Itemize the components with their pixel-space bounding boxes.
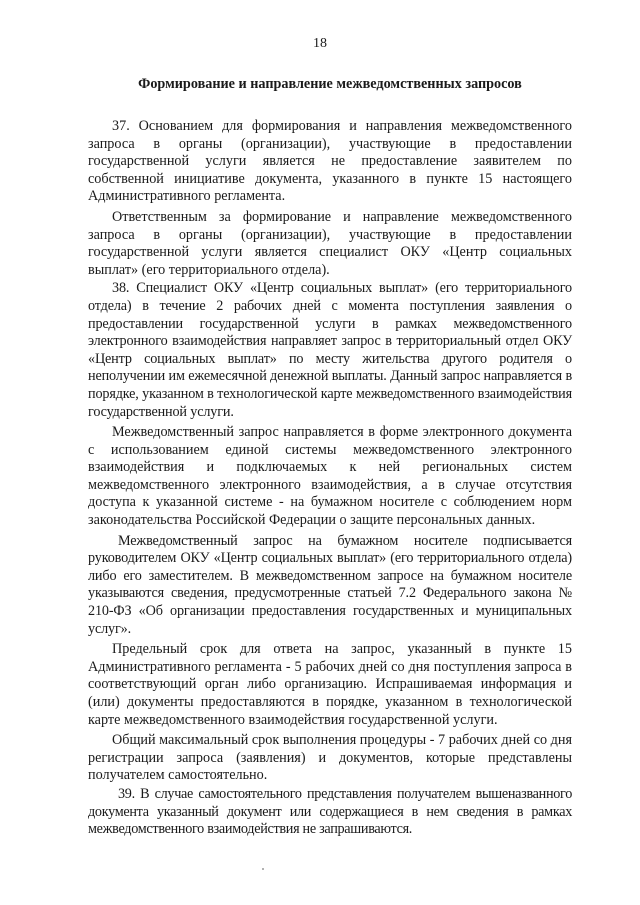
paragraph-paper-request: Межведомственный запрос на бумажном носителе подписывается руководителем ОКУ «Центр социальных выплат» (его территориального отдела) либо его заместителем. В межведомственном запросе на бумажном носителе указываются сведения, предусмотренные статьей 7.2 Федерального закона № 210-ФЗ «Об организации предоставления государственных и муниципальных услуг». (88, 532, 572, 637)
paragraph-38: 38. Специалист ОКУ «Центр социальных выплат» (его территориального отдела) в течение 2 рабочих дней с момента поступления заявления о предоставлении государственной услуги в рамках межведомственного электронного взаимодействия направляет запрос в территориальный отдел ОКУ «Центр социальных выплат» по месту жительства другого родителя о неполучении им ежемесячной денежной выплаты. Данный запрос направляется в порядке, указанном в технологической карте межведомственного взаимодействия государственной услуги. (88, 280, 572, 420)
paragraph-37: 37. Основанием для формирования и направления межведомственного запроса в органы (организации), участвующие в предоставлении государственной услуги является не предоставление заявителем по собственной инициативе документа, указанного в пункте 15 настоящего Административного регламента. (88, 118, 572, 205)
section-heading: Формирование и направление межведомственных запросов (138, 76, 522, 92)
paragraph-total-term: Общий максимальный срок выполнения процедуры - 7 рабочих дней со дня регистрации запроса (заявления) и документов, которые представлены получателем самостоятельно. (88, 732, 572, 784)
paragraph-deadline: Предельный срок для ответа на запрос, указанный в пункте 15 Административного регламента - 5 рабочих дней со дня поступления запроса в соответствующий орган либо организацию. Испрашиваемая информация и (или) документы предоставляются в порядке, указанном в технологической карте межведомственного взаимодействия государственной услуги. (88, 641, 572, 728)
paragraph-39: 39. В случае самостоятельного представления получателем вышеназванного документа указанный документ или содержащиеся в нем сведения в рамках межведомственного взаимодействия не запрашиваются. (88, 785, 572, 838)
paragraph-responsible: Ответственным за формирование и направление межведомственного запроса в органы (организации), участвующие в предоставлении государственной услуги является специалист ОКУ «Центр социальных выплат» (его территориального отдела). (88, 208, 572, 278)
paragraph-request-form: Межведомственный запрос направляется в форме электронного документа с использованием единой системы межведомственного электронного взаимодействия и подключаемых к ней региональных систем межведомственного электронного взаимодействия, а в случае отсутствия доступа к указанной системе - на бумажном носителе с соблюдением норм законодательства Российской Федерации о защите персональных данных. (88, 424, 572, 529)
scan-speck (262, 868, 264, 870)
document-body (88, 118, 572, 840)
page-number: 18 (313, 36, 327, 51)
